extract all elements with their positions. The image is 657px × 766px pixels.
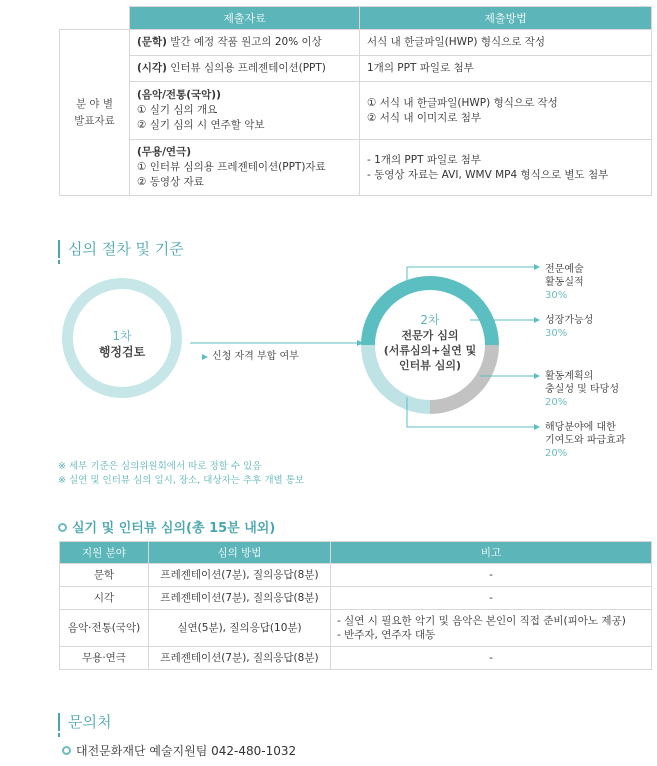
genre-label: (무용/연극) — [137, 146, 192, 158]
section-title-contact: 문의처 — [58, 713, 111, 731]
table-row — [60, 610, 652, 647]
note-cell: - — [331, 564, 652, 587]
category-cell — [60, 30, 130, 196]
column-header: 제출자료 — [130, 7, 360, 30]
method-text: - 1개의 PPT 파일로 첨부 — [367, 153, 481, 166]
criterion-label: 기여도와 파급효과 — [545, 435, 626, 446]
material-cell — [130, 82, 360, 140]
field-cell: 문학 — [60, 564, 149, 587]
method-cell — [360, 140, 652, 196]
column-header: 심의 방법 — [149, 542, 331, 564]
material-cell — [130, 30, 360, 56]
method-cell: 1개의 PPT 파일로 첨부 — [360, 56, 652, 82]
header-blank — [60, 7, 130, 30]
genre-label: (문학) — [137, 36, 167, 48]
procedure-diagram — [0, 255, 657, 465]
material-text: ② 실기 심의 시 연주할 악보 — [137, 119, 265, 131]
note-cell — [331, 610, 652, 647]
criterion-item — [545, 370, 619, 409]
second-step-line: 전문가 심의 — [401, 329, 459, 342]
note-line: - 반주자, 연주자 대동 — [337, 629, 436, 641]
ring-bullet-icon — [62, 746, 71, 755]
note-cell: - — [331, 587, 652, 610]
field-cell: 음악·전통(국악) — [60, 610, 149, 647]
criterion-weight: 20% — [545, 448, 568, 459]
table-header-row — [60, 542, 652, 564]
criterion-weight: 30% — [545, 290, 568, 301]
interview-title-text: 실기 및 인터뷰 심의(총 15분 내외) — [72, 521, 276, 536]
first-step-name: 행정검토 — [98, 345, 146, 359]
material-text: ① 인터뷰 심의용 프레젠테이션(PPT)자료 — [137, 161, 326, 173]
table-row — [60, 30, 652, 56]
section-title-procedure: 심의 절차 및 기준 — [58, 240, 184, 258]
arrow-label: 신청 자격 부합 여부 — [212, 351, 299, 362]
criterion-label: 활동계획의 — [545, 371, 594, 382]
field-cell: 시각 — [60, 587, 149, 610]
category-label: 분 야 별 발표자료 — [74, 97, 115, 127]
second-step-label — [372, 313, 488, 373]
genre-label: (시각) — [137, 62, 167, 74]
arrowhead — [534, 373, 540, 379]
note-line: ※ 세부 기준은 심의위원회에서 따로 정할 수 있음 — [58, 461, 262, 472]
first-step-number: 1차 — [112, 329, 132, 343]
method-text: ① 서식 내 한글파일(HWP) 형식으로 작성 — [367, 96, 558, 109]
table-row — [60, 140, 652, 196]
method-text: - 동영상 자료는 AVI, WMV MP4 형식으로 별도 첨부 — [367, 168, 609, 181]
criterion-weight: 30% — [545, 328, 568, 339]
procedure-notes — [58, 460, 304, 488]
field-cell: 무용·연극 — [60, 647, 149, 670]
criterion-item — [545, 421, 625, 460]
interview-title — [58, 517, 275, 536]
column-header: 지원 분야 — [60, 542, 149, 564]
method-text: ② 서식 내 이미지로 첨부 — [367, 111, 482, 124]
criterion-label: 해당분야에 대한 — [545, 422, 616, 433]
method-cell — [360, 82, 652, 140]
first-step-label — [72, 328, 172, 360]
column-header: 비고 — [331, 542, 652, 564]
material-text: ② 동영상 자료 — [137, 176, 204, 188]
note-line: - 실연 시 필요한 악기 및 음악은 본인이 직접 준비(피아노 제공) — [337, 615, 626, 627]
criterion-label: 충실성 및 타당성 — [545, 384, 619, 395]
note-cell: - — [331, 647, 652, 670]
method-cell: 실연(5분), 질의응답(10분) — [149, 610, 331, 647]
criterion-item — [545, 314, 593, 340]
method-cell: 프레젠테이션(7분), 질의응답(8분) — [149, 587, 331, 610]
second-step-line: 인터뷰 심의) — [399, 359, 461, 372]
ring-bullet-icon — [58, 523, 67, 532]
arrowhead — [534, 317, 540, 323]
criterion-weight: 20% — [545, 397, 568, 408]
table-header-row — [60, 7, 652, 30]
table-row — [60, 82, 652, 140]
criterion-label: 전문예술 — [545, 264, 584, 275]
material-text: 인터뷰 심의용 프레젠테이션(PPT) — [166, 62, 326, 74]
table-row — [60, 564, 652, 587]
material-cell — [130, 56, 360, 82]
table-row — [60, 587, 652, 610]
criterion-label: 활동실적 — [545, 277, 584, 288]
column-header: 제출방법 — [360, 7, 652, 30]
connector-arrowheads — [534, 264, 540, 430]
bullet-triangle — [202, 354, 208, 360]
arrowhead — [534, 424, 540, 430]
genre-label: (음악/전통(국악)) — [137, 89, 221, 101]
note-line: ※ 실연 및 인터뷰 심의 일시, 장소, 대상자는 추후 개별 통보 — [58, 475, 305, 486]
contact-line — [62, 742, 296, 759]
method-cell: 서식 내 한글파일(HWP) 형식으로 작성 — [360, 30, 652, 56]
criterion-label: 성장가능성 — [545, 315, 594, 326]
second-step-line: (서류심의+실연 및 — [383, 344, 477, 357]
second-step-number: 2차 — [420, 313, 440, 327]
table-row — [60, 56, 652, 82]
material-text: ① 실기 심의 개요 — [137, 104, 218, 116]
contact-text: 대전문화재단 예술지원팀 042-480-1032 — [76, 744, 297, 758]
interview-table — [59, 541, 652, 670]
material-text: 발간 예정 작품 원고의 20% 이상 — [166, 36, 322, 48]
submission-table — [59, 6, 652, 196]
method-cell: 프레젠테이션(7분), 질의응답(8분) — [149, 564, 331, 587]
arrowhead — [534, 264, 540, 270]
method-cell: 프레젠테이션(7분), 질의응답(8분) — [149, 647, 331, 670]
criterion-item — [545, 263, 584, 302]
material-cell — [130, 140, 360, 196]
table-row — [60, 647, 652, 670]
